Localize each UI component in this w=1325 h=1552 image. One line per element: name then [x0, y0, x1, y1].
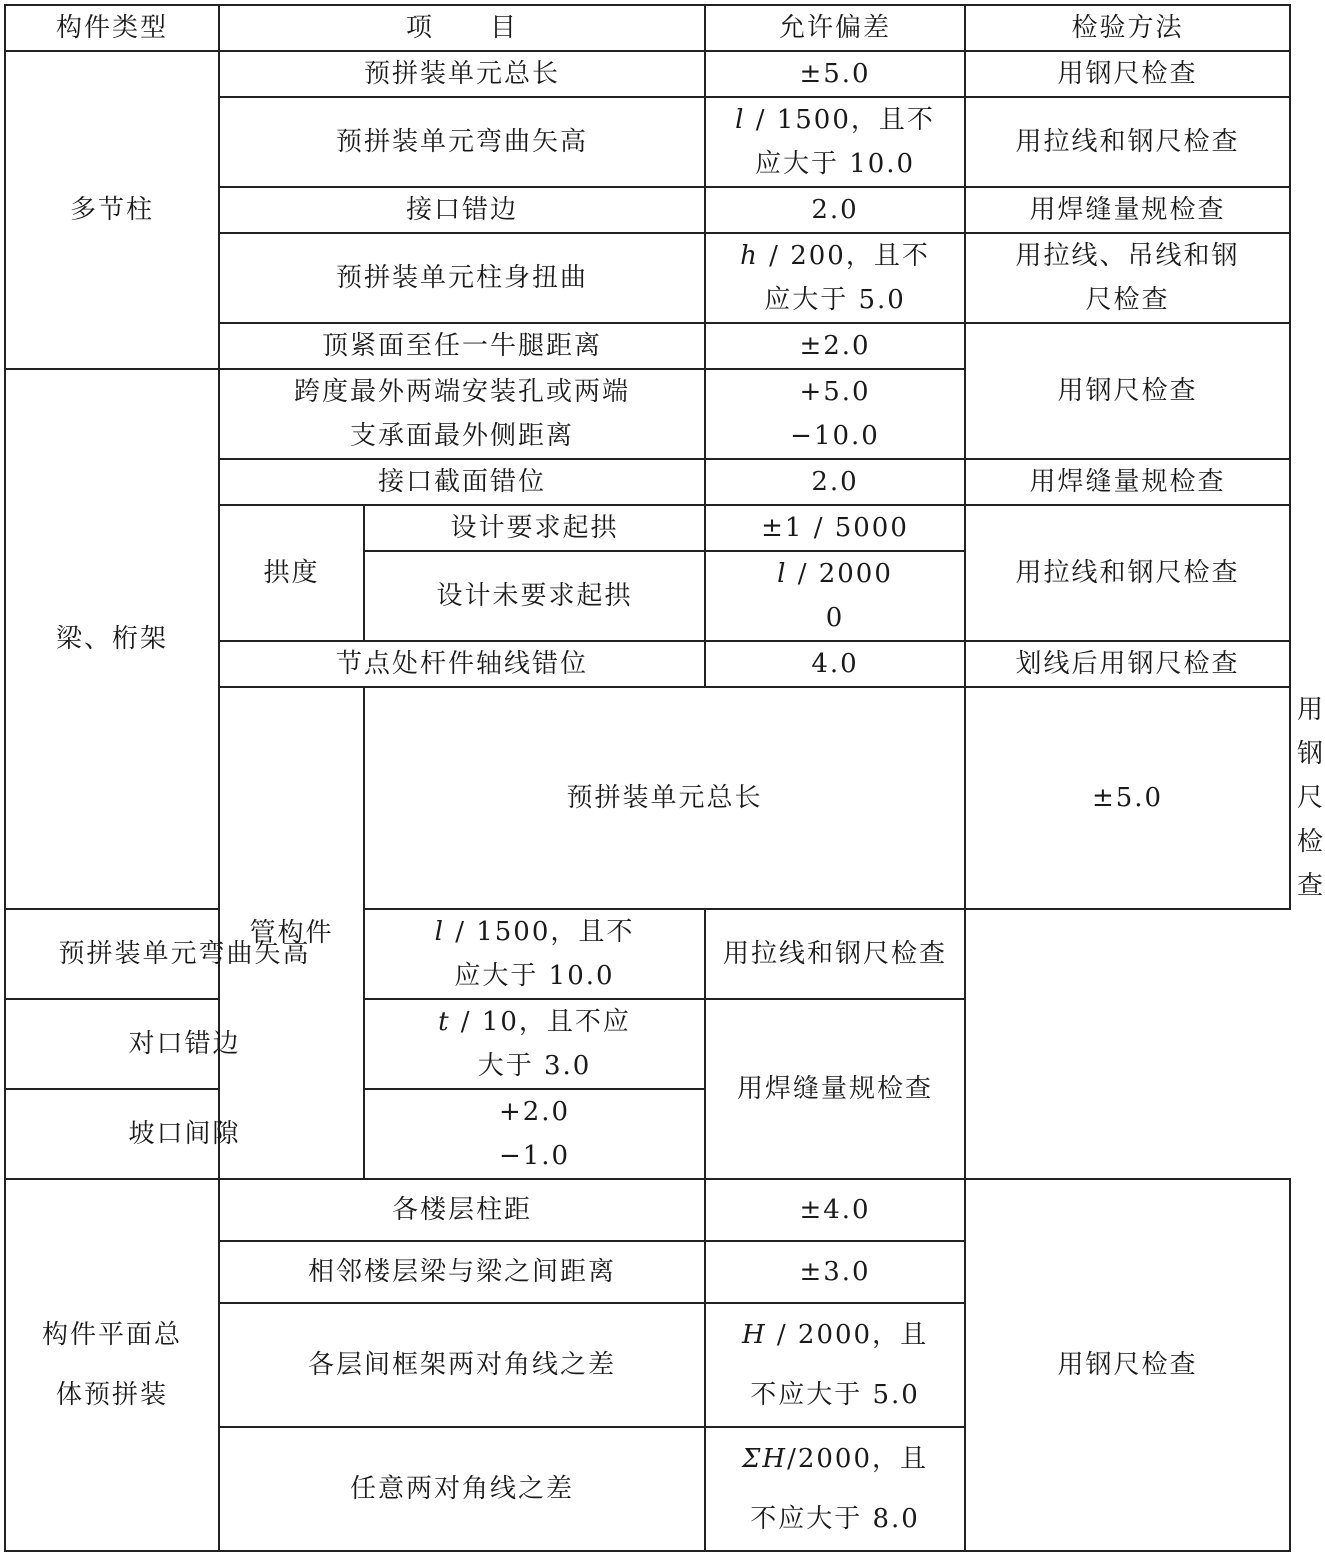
item-cell: 相邻楼层梁与梁之间距离	[219, 1241, 705, 1303]
table-header-row	[5, 5, 1290, 51]
tolerance-cell: ±1 / 5000	[705, 505, 965, 551]
item-cell: 设计要求起拱	[364, 505, 705, 551]
tolerance-cell: ±5.0	[965, 687, 1290, 909]
tolerance-cell	[364, 1089, 705, 1179]
header-item: 项 目	[219, 5, 705, 51]
method-cell: 划线后用钢尺检查	[965, 641, 1290, 687]
tolerance-cell: 4.0	[705, 641, 965, 687]
tolerance-cell	[705, 97, 965, 187]
header-type: 构件类型	[5, 5, 219, 51]
camber-label: 拱度	[219, 505, 364, 641]
item-cell	[219, 369, 705, 459]
item-cell: 坡口间隙	[5, 1089, 364, 1179]
item-cell: 顶紧面至任一牛腿距离	[219, 323, 705, 369]
tolerance-cell	[364, 909, 705, 999]
table-row	[5, 999, 1290, 1089]
tol-line2: −1.0	[498, 1141, 571, 1171]
tolerance-cell	[364, 999, 705, 1089]
tolerance-table	[4, 4, 1325, 1552]
method-cell: 用焊缝量规检查	[965, 187, 1290, 233]
item-cell: 设计未要求起拱	[364, 551, 705, 641]
tol-symbol: l	[777, 559, 788, 589]
method-line1: 用拉线、吊线和钢	[1015, 241, 1240, 271]
item-cell: 各层间框架两对角线之差	[219, 1303, 705, 1427]
method-cell-shared: 用钢尺检查	[965, 1179, 1290, 1551]
type-line1: 构件平面总	[41, 1320, 182, 1350]
tol-symbol: l	[735, 105, 746, 135]
tolerance-cell: ±3.0	[705, 1241, 965, 1303]
tol-line2: −10.0	[790, 421, 880, 451]
tol-line1: +5.0	[799, 377, 871, 407]
item-line1: 跨度最外两端安装孔或两端	[294, 377, 631, 407]
tol-symbol: l	[434, 917, 445, 947]
method-cell: 用钢尺检查	[965, 51, 1290, 97]
method-cell: 用拉线和钢尺检查	[965, 97, 1290, 187]
type-plane	[5, 1179, 219, 1551]
tol-line1: / 2000	[787, 559, 893, 589]
type-line2: 体预拼装	[55, 1380, 168, 1410]
tol-line2: 应大于 10.0	[754, 149, 916, 179]
table-row	[5, 51, 1290, 97]
item-cell: 各楼层柱距	[219, 1179, 705, 1241]
tol-line2: 应大于 5.0	[764, 285, 906, 315]
item-cell: 预拼装单元总长	[219, 51, 705, 97]
tolerance-cell: ±4.0	[705, 1179, 965, 1241]
tol-line1: / 1500，且不	[745, 105, 935, 135]
tol-symbol: ΣH	[742, 1444, 788, 1474]
item-cell: 任意两对角线之差	[219, 1427, 705, 1551]
item-cell: 预拼装单元柱身扭曲	[219, 233, 705, 323]
item-line2: 支承面最外侧距离	[350, 421, 575, 451]
tolerance-cell: ±5.0	[705, 51, 965, 97]
tolerance-cell	[705, 369, 965, 459]
item-cell: 接口错边	[219, 187, 705, 233]
type-tube: 管构件	[219, 687, 364, 1179]
tolerance-cell	[705, 233, 965, 323]
tol-symbol: t	[438, 1007, 451, 1037]
tol-symbol: h	[740, 241, 759, 271]
tol-line1: / 1500，且不	[444, 917, 635, 947]
tolerance-cell: 2.0	[705, 187, 965, 233]
tolerance-cell	[705, 1303, 965, 1427]
method-cell	[965, 233, 1290, 323]
tol-line2: 大于 3.0	[477, 1051, 592, 1081]
tol-line1: / 200，且不	[758, 241, 930, 271]
tol-line1: / 2000，且	[766, 1320, 929, 1350]
tolerance-cell: 2.0	[705, 459, 965, 505]
item-cell: 接口截面错位	[219, 459, 705, 505]
tol-symbol: H	[741, 1320, 767, 1350]
item-cell: 节点处杆件轴线错位	[219, 641, 705, 687]
table-row: 管构件 预拼装单元总长 ±5.0 用钢尺检查	[5, 687, 1290, 909]
type-multi-column: 多节柱	[5, 51, 219, 369]
item-cell: 预拼装单元总长	[364, 687, 965, 909]
table-row	[5, 1179, 1290, 1241]
header-tolerance: 允许偏差	[705, 5, 965, 51]
method-cell-shared: 用钢尺检查	[965, 323, 1290, 459]
method-cell-shared: 用焊缝量规检查	[705, 999, 965, 1179]
item-cell: 预拼装单元弯曲矢高	[219, 97, 705, 187]
tol-line2: 0	[825, 603, 845, 633]
method-cell: 用焊缝量规检查	[965, 459, 1290, 505]
method-cell: 用拉线和钢尺检查	[705, 909, 965, 999]
tol-line2: 不应大于 5.0	[750, 1380, 920, 1410]
tol-line1: / 10，且不应	[450, 1007, 631, 1037]
table-row	[5, 909, 1290, 999]
tolerance-cell	[705, 1427, 965, 1551]
method-cell-shared: 用拉线和钢尺检查	[965, 505, 1290, 641]
tolerance-cell: ±2.0	[705, 323, 965, 369]
tol-line2: 不应大于 8.0	[750, 1504, 920, 1534]
tol-line2: 应大于 10.0	[454, 961, 615, 991]
tolerance-cell	[705, 551, 965, 641]
table-row	[5, 1089, 1290, 1179]
tol-line1: /2000，且	[787, 1444, 929, 1474]
tol-line1: +2.0	[498, 1097, 571, 1127]
item-cell: 对口错边	[5, 999, 364, 1089]
header-method: 检验方法	[965, 5, 1290, 51]
item-cell: 预拼装单元弯曲矢高	[5, 909, 364, 999]
type-beam: 梁、桁架	[5, 369, 219, 909]
method-line2: 尺检查	[1085, 285, 1170, 315]
